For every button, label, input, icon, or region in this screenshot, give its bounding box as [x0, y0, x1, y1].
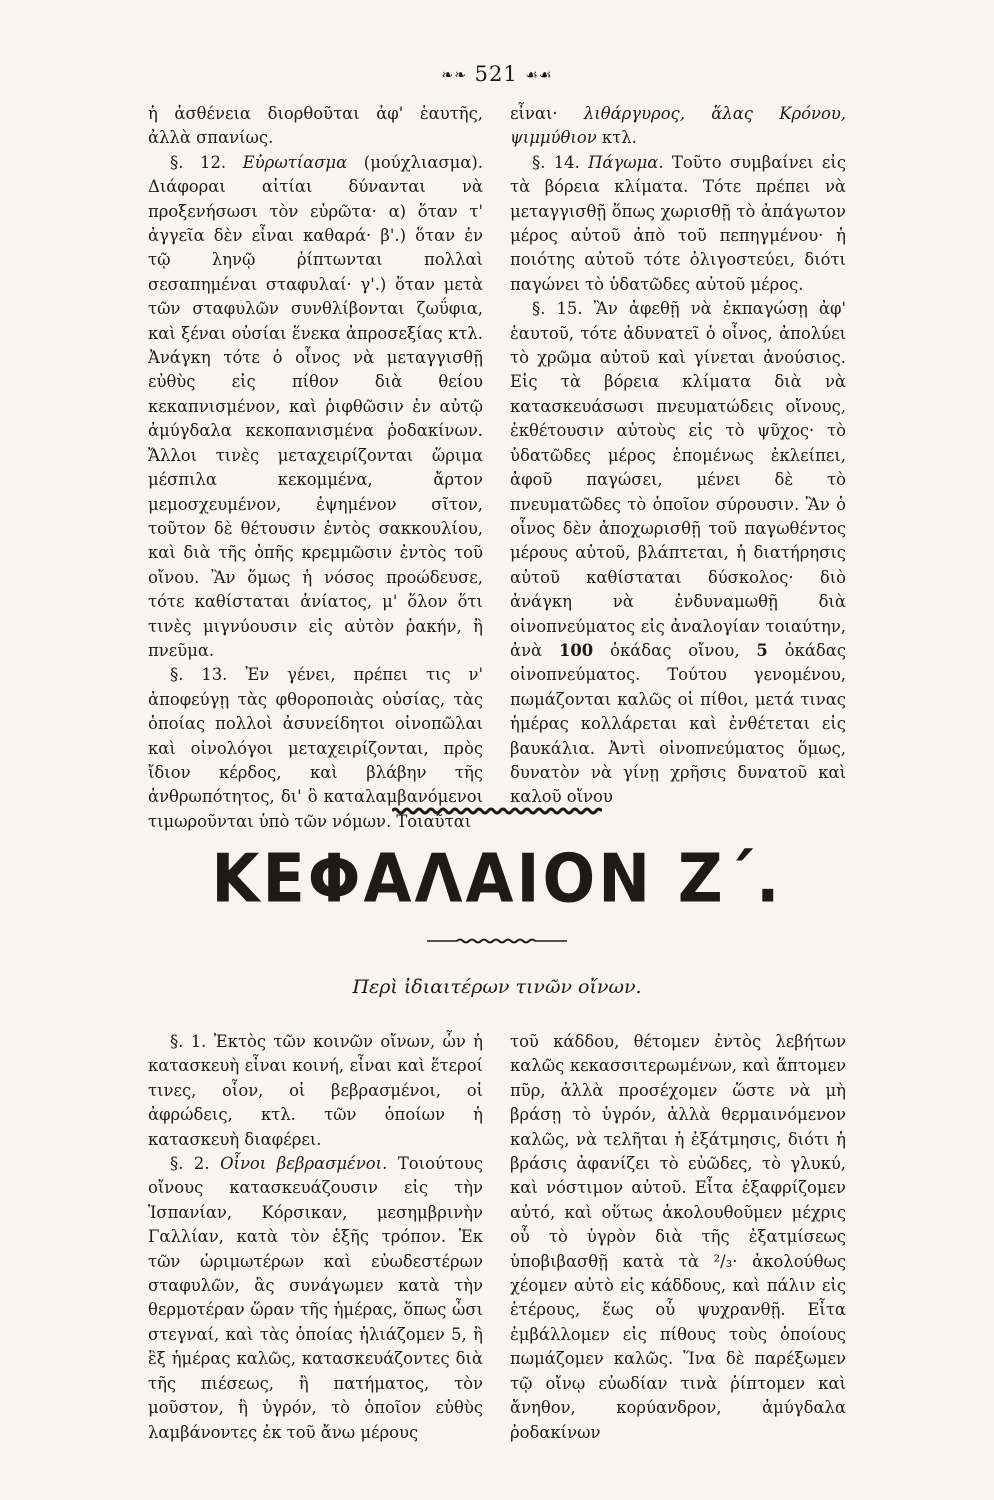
page-number-header: [0, 62, 994, 86]
section-title: Πάγωμα.: [588, 152, 664, 172]
section-12: [148, 151, 483, 664]
section-text: Τοῦτο συμβαίνει εἰς τὰ βόρεια κλίματα. Τότε πρέπει νὰ μεταγγισθῇ ὅπως χωρισθῇ τὸ ἀπάγωτον μέρος αὐτοῦ ἀπὸ τοῦ πεπηγμένου· ἡ ποιότης αὐτοῦ τότε ὀλιγοστεύει, διότι παγώνει τὸ ὑδατῶδες αὐτοῦ μέρος.: [510, 152, 847, 294]
quantity-number: 100: [558, 640, 594, 660]
italic-substances: λιθάργυρος, ἅλας Κρόνου, ψιμμύθιον: [510, 104, 847, 148]
left-column-top: [148, 102, 483, 834]
section-text-end: ὀκάδας οἰνοπνεύματος. Τούτου γενομένου, πωμάζονται καλῶς οἱ πίθοι, μετά τινας ἡμέρας κολλάρεται καὶ ἐνθέτεται εἰς βαυκάλια. Ἀντὶ οἰνοπνεύματος ὅμως, δυνατὸν νὰ γίνῃ χρῆσις δυνατοῦ καὶ καλοῦ οἴνου: [510, 640, 846, 807]
section-number: §. 14.: [532, 152, 580, 172]
right-column-top: [510, 102, 846, 810]
section-text: Τοιούτους οἴνους κατασκευάζουσιν εἰς τὴν Ἱσπανίαν, Κόρσικαν, μεσημβρινὴν Γαλλίαν, κατὰ τὸν ἑξῆς τρόπον. Ἐκ τῶν ὡριμωτέρων καὶ εὐωδεστέρων σταφυλῶν, ἃς συνάγωμεν κατὰ τὴν θερμοτέραν ὥραν τῆς ἡμέρας, ὅπως ὦσι στεγναί, καὶ τὰς ὁποίας ἡλιάζομεν 5, ἢ ἓξ ἡμέρας καλῶς, κατασκευάζοντες διὰ τῆς πιέσεως, ἢ πατήματος, τὸν μοῦστον, ἢ ὑγρόν, τὸ ὁποῖον εὐθὺς λαμβάνοντες ἐκ τοῦ ἄνω μέρους: [148, 1154, 483, 1442]
paragraph-continuation: ἡ ἀσθένεια διορθοῦται ἀφ' ἑαυτῆς, ἀλλὰ σπανίως.: [148, 104, 483, 148]
fraction: ²/₃: [713, 1251, 733, 1271]
quantity-number: 5: [756, 640, 768, 660]
section-2: [148, 1152, 483, 1445]
section-number: §. 12.: [170, 152, 227, 172]
section-number: §. 15.: [532, 299, 583, 319]
left-column-bottom: [148, 1030, 483, 1445]
chapter-subtitle: Περὶ ἰδιαιτέρων τινῶν οἴνων.: [352, 976, 642, 998]
section-text: Ἐκτὸς τῶν κοινῶν οἴνων, ὧν ἡ κατασκευὴ εἶναι κοινή, εἶναι καὶ ἕτεροί τινες, οἷον, οἱ βεβρασμένοι, οἱ ἀφρώδεις, κτλ. τῶν ὁποίων ἡ κατασκευὴ διαφέρει.: [148, 1032, 483, 1149]
page-number: 521: [474, 62, 518, 86]
section-text: τοῦ κάδδου, θέτομεν ἐντὸς λεβήτων καλῶς κεκασσιτερωμένων, καὶ ἅπτομεν πῦρ, ἀλλὰ προσέχομεν ὥστε νὰ μὴ βράσῃ τὸ ὑγρόν, ἀλλὰ θερμαινόμενον καλῶς, νὰ τελῆται ἡ ἐξάτμησις, διότι ἡ βράσις ἀφανίζει τὸ εὐῶδες, τὸ γλυκύ, καὶ νόστιμον αὐτοῦ. Εἶτα ἐξαφρίζομεν αὐτό, καὶ οὕτως ἀκολουθοῦμεν μέχρις οὗ τὸ ὑγρὸν διὰ τῆς ἐξατμίσεως ὑποβιβασθῇ κατὰ τὰ: [510, 1032, 846, 1271]
section-title: Εὐρωτίασμα: [242, 152, 348, 172]
section-text: Ἐν γένει, πρέπει τις ν' ἀποφεύγῃ τὰς φθοροποιὰς οὐσίας, τὰς ὁποίας πολλοὶ ἀσυνείδητοι οἰνοπῶλαι καὶ οἰνολόγοι μεταχειρίζονται, πρὸς ἴδιον κέρδος, καὶ βλάβην τῆς ἀνθρωπότητος, δι' ὃ καταλαμβανόμενοι τιμωροῦνται ὑπὸ τῶν νόμων. Τοιαῦται: [148, 665, 484, 831]
section-text: (μούχλιασμα). Διάφοραι αἰτίαι δύνανται νὰ προξενήσωσι τὸν εὐρῶτα· α) ὅταν τ' ἀγγεῖα δὲν εἶναι καθαρά· β'.) ὅταν ἐν τῷ ληνῷ ῥίπτωνται πολλαὶ σεσαπημέναι σταφυλαί· γ'.) ὅταν μετὰ τῶν σταφυλῶν συνθλίβονται ζωΰφια, καὶ ξέναι οὐσίαι ἕνεκα ἀπροσεξίας κτλ. Ἀνάγκη τότε ὁ οἶνος νὰ μεταγγισθῇ εὐθὺς εἰς πίθον διὰ θείου κεκαπνισμένον, καὶ ῥιφθῶσιν ἐν αὐτῷ ἀμύγδαλα κεκοπανισμένα ῥοδακίνων. Ἄλλοι τινὲς μεταχειρίζονται ὥριμα μέσπιλα κεκομμένα, ἄρτον μεμοσχευμένον, ἐψημένον σῖτον, τοῦτον δὲ θέτουσιν ἐντὸς σακκουλίου, καὶ διὰ τῆς ὀπῆς κρεμμῶσιν ἐντὸς τοῦ οἴνου. Ἂν ὅμως ἡ νόσος προώδευσε, τότε καθίσταται ἀνίατος, μ' ὅλον ὅτι τινὲς μιγνύουσιν εἰς αὐτὸν ῥακήν, ἢ πνεῦμα.: [148, 152, 484, 660]
section-text: Ἂν ἀφεθῇ νὰ ἐκπαγώσῃ ἀφ' ἑαυτοῦ, τότε ἀδυνατεῖ ὁ οἶνος, ἀπολύει τὸ χρῶμα αὐτοῦ καὶ γίνεται ἀνούσιος. Εἰς τὰ βόρεια κλίματα διὰ νὰ κατασκευάσωσι πνευματώδεις οἴνους, ἐκθέτουσιν αὐτοὺς εἰς τὸ ψῦχος· τὸ ὑδατῶδες μέρος ἑπομένως ἐκλείπει, ἀφοῦ παγώσει, μένει δὲ τὸ πνευματῶδες τὸ ὁποῖον σύρουσιν. Ἂν ὁ οἶνος δὲν ἀποχωρισθῇ τοῦ παγωθέντος μέρους αὐτοῦ, βλάπτεται, ἡ διατήρησις αὐτοῦ καθίσταται δύσκολος· διὸ ἀνάγκη νὰ ἐνδυναμωθῇ διὰ οἰνοπνεύματος εἰς ἀναλογίαν τοιαύτην, ἀνὰ: [510, 299, 846, 660]
paragraph-continuation: [510, 1030, 846, 1445]
ornament-right-icon: ☙☙: [525, 67, 553, 84]
chapter-top-rule: [392, 806, 602, 816]
lead-text: εἶναι·: [510, 104, 558, 123]
section-15: [510, 297, 846, 810]
section-1: [148, 1030, 483, 1152]
section-text-mid: ὀκάδας οἴνου,: [610, 640, 740, 660]
ornament-left-icon: ❧❧: [441, 67, 467, 84]
paragraph-continuation: [510, 102, 846, 151]
section-number: §. 13.: [170, 665, 228, 685]
right-column-bottom: [510, 1030, 846, 1445]
section-number: §. 2.: [170, 1154, 210, 1174]
section-number: §. 1.: [170, 1032, 207, 1051]
section-text-end: · ἀκολούθως χέομεν αὐτὸ εἰς κάδδους, καὶ πάλιν εἰς ἑτέρους, ἕως οὗ ψυχρανθῇ. Εἶτα ἐμβάλλομεν εἰς πίθους τοὺς ὁποίους πωμάζομεν καλῶς. Ἵνα δὲ παρέξωμεν τῷ οἴνῳ εὐωδίαν τινὰ ῥίπτομεν καὶ ἄνηθον, κορύανδρον, ἀμύγδαλα ῥοδακίνων: [510, 1251, 846, 1442]
chapter-title: ΚΕΦΑΛΑΙΟΝ Ζ΄.: [211, 839, 783, 918]
section-title: Οἶνοι βεβρασμένοι.: [220, 1154, 388, 1174]
tail-text: κτλ.: [601, 128, 637, 148]
section-14: [510, 151, 846, 297]
chapter-bottom-rule: [427, 936, 567, 946]
